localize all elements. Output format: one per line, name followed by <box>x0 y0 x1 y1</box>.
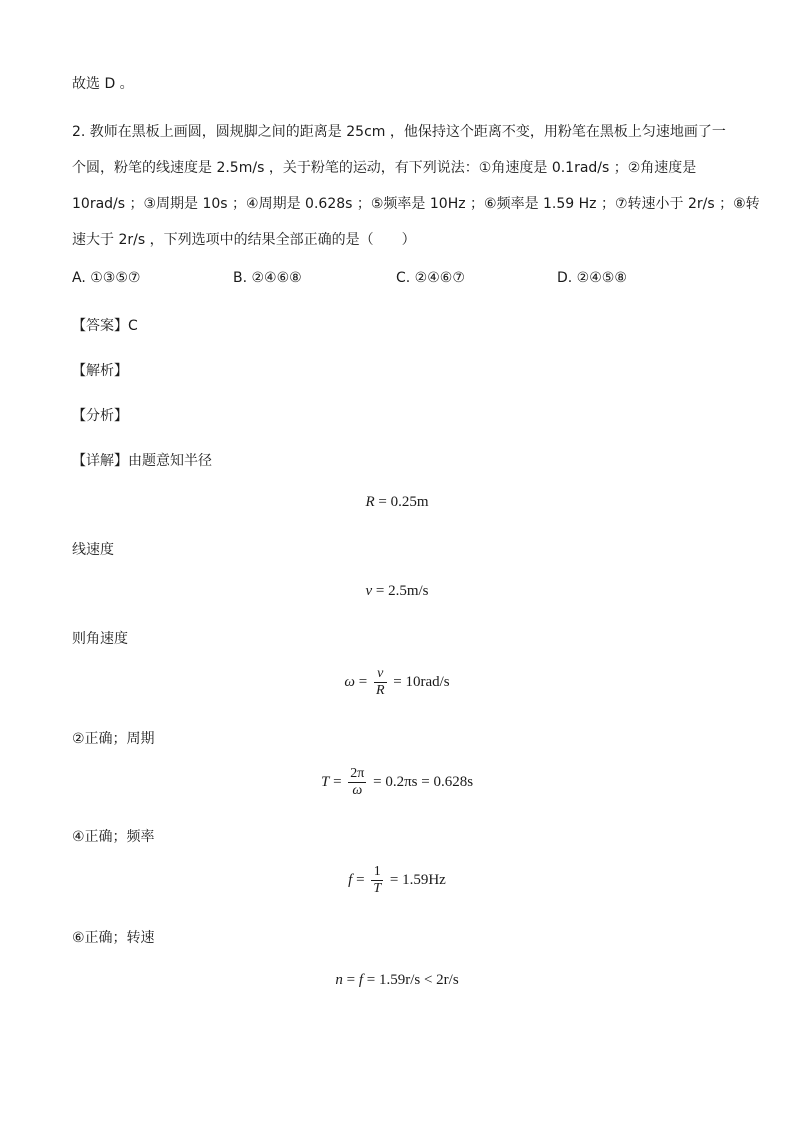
formula-frequency <box>0 864 794 897</box>
previous-conclusion: 故选 D 。 <box>72 76 134 92</box>
detail-line <box>72 450 212 470</box>
formula-rotation-speed <box>0 972 794 989</box>
option-d: D. ②④⑤⑧ <box>557 270 627 286</box>
question-line: 10rad/s ；③周期是 10s ；④周期是 0.628s ；⑤频率是 10Hz ；⑥频率是 1.59 Hz ；⑦转速小于 2r/s ；⑧转 <box>72 196 760 212</box>
detail-tag: 【详解】 <box>72 453 128 469</box>
formula-lhs: v <box>365 583 373 599</box>
text-linear-speed: 线速度 <box>72 542 114 558</box>
formula-fraction <box>348 766 366 799</box>
text-rotation-speed: ⑥正确；转速 <box>72 930 155 946</box>
fraction-denominator: T <box>373 881 382 896</box>
formula-eq: = <box>342 972 359 988</box>
fraction-denominator: ω <box>352 783 363 798</box>
formula-angular-speed <box>0 666 794 699</box>
fraction-numerator: v <box>377 666 384 681</box>
answer-tag: 【答案】 <box>72 318 128 334</box>
fenxi-tag: 【分析】 <box>72 408 128 424</box>
option-b: B. ②④⑥⑧ <box>233 270 302 286</box>
question-line: 个圆，粉笔的线速度是 2.5m/s ，关于粉笔的运动，有下列说法：①角速度是 0.1rad/s ；②角速度是 <box>72 160 697 176</box>
text-angular-speed: 则角速度 <box>72 631 128 647</box>
question-line: 2. 教师在黑板上画圆，圆规脚之间的距离是 25cm ，他保持这个距离不变，用粉笔在黑板上匀速地画了一 <box>72 124 726 140</box>
formula-mid: f <box>358 972 363 988</box>
answer-value: C <box>128 318 138 334</box>
formula-linear-speed <box>0 583 794 600</box>
option-a: A. ①③⑤⑦ <box>72 270 141 286</box>
formula-eq: = <box>329 773 346 790</box>
formula-eq: = <box>354 673 371 690</box>
formula-lhs: T <box>320 773 330 790</box>
text-frequency: ④正确；频率 <box>72 829 155 845</box>
question-line: 速大于 2r/s ，下列选项中的结果全部正确的是（ ） <box>72 232 416 248</box>
fraction-numerator: 2π <box>350 766 365 781</box>
fraction-numerator: 1 <box>373 864 381 879</box>
formula-rhs: = 0.25m <box>374 494 429 510</box>
formula-lhs: n <box>335 972 343 988</box>
formula-rhs: = 1.59Hz <box>386 871 446 888</box>
formula-rhs: = 1.59r/s < 2r/s <box>362 972 459 988</box>
formula-fraction <box>371 864 383 897</box>
formula-rhs: = 10rad/s <box>389 673 450 690</box>
option-c: C. ②④⑥⑦ <box>396 270 465 286</box>
formula-lhs: R <box>365 494 375 510</box>
formula-fraction <box>374 666 387 699</box>
fraction-denominator: R <box>375 683 385 698</box>
formula-radius <box>0 494 794 511</box>
question-text <box>72 114 760 258</box>
text-period: ②正确；周期 <box>72 731 155 747</box>
formula-rhs: = 2.5m/s <box>372 583 429 599</box>
formula-eq: = <box>352 871 369 888</box>
formula-period <box>0 766 794 799</box>
formula-lhs: f <box>348 871 353 888</box>
analysis-tag: 【解析】 <box>72 363 128 379</box>
answer-line <box>72 315 138 335</box>
formula-lhs: ω <box>344 673 355 690</box>
detail-text: 由题意知半径 <box>128 453 212 469</box>
formula-rhs: = 0.2πs = 0.628s <box>369 773 474 790</box>
